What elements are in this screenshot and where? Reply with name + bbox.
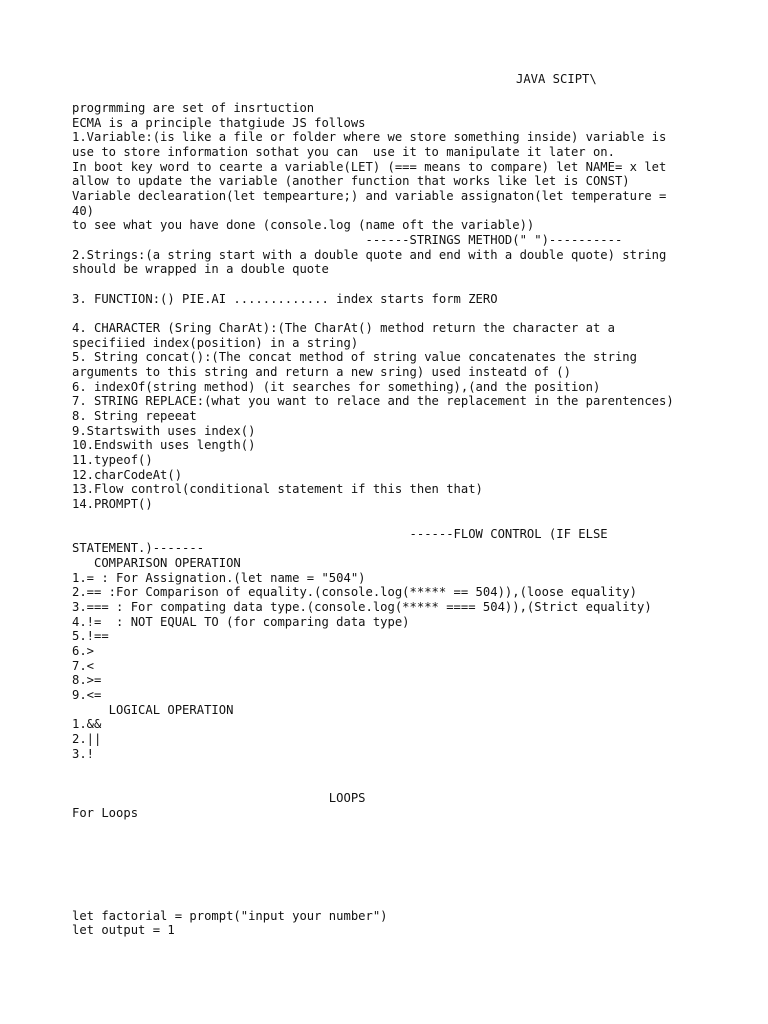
text-line: should be wrapped in a double quote	[72, 262, 329, 276]
text-line: 3.=== : For compating data type.(console.log(***** ==== 504)),(Strict equality)	[72, 600, 652, 614]
text-line: 1.= : For Assignation.(let name = "504")	[72, 571, 366, 585]
text-line: progrmming are set of insrtuction	[72, 101, 315, 115]
text-line: 2.Strings:(a string start with a double quote and end with a double quote) string	[72, 248, 667, 262]
text-line: 11.typeof()	[72, 453, 153, 467]
text-line: 1.Variable:(is like a file or folder where we store something inside) variable is	[72, 130, 667, 144]
text-line: arguments to this string and return a new sring) used insteatd of ()	[72, 365, 571, 379]
code-line: let output = 1	[72, 923, 175, 937]
text-line: Variable declearation(let tempearture;) and variable assignaton(let temperature =	[72, 189, 667, 203]
text-line: 7.<	[72, 659, 95, 673]
subheading-logical-operation: LOGICAL OPERATION	[72, 703, 234, 717]
section-heading-flow-control: ------FLOW CONTROL (IF ELSE	[72, 527, 608, 541]
text-line: specifiied index(position) in a string)	[72, 336, 359, 350]
text-line: 2.||	[72, 732, 102, 746]
text-line: allow to update the variable (another function that works like let is CONST)	[72, 174, 630, 188]
text-line: 2.== :For Comparison of equality.(console.log(***** == 504)),(loose equality)	[72, 585, 637, 599]
text-line: 8. String repeeat	[72, 409, 197, 423]
text-line: 14.PROMPT()	[72, 497, 153, 511]
text-line: 5. String concat():(The concat method of string value concatenates the string	[72, 350, 637, 364]
text-line: use to store information sothat you can use it to manipulate it later on.	[72, 145, 615, 159]
text-line: 9.Startswith uses index()	[72, 424, 256, 438]
text-line: ECMA is a principle thatgiude JS follows	[72, 116, 366, 130]
document-title: JAVA SCIPT\	[516, 72, 597, 86]
section-heading-strings: ------STRINGS METHOD(" ")----------	[72, 233, 623, 247]
text-line: 4. CHARACTER (Sring CharAt):(The CharAt() method return the character at a	[72, 321, 615, 335]
text-line: 4.!= : NOT EQUAL TO (for comparing data type)	[72, 615, 410, 629]
text-line: 6.>	[72, 644, 95, 658]
text-line: 40)	[72, 204, 95, 218]
text-line: For Loops	[72, 806, 139, 820]
text-line: 5.!==	[72, 629, 109, 643]
text-line: 1.&&	[72, 717, 102, 731]
text-line: 8.>=	[72, 673, 102, 687]
section-heading-loops: LOOPS	[72, 791, 366, 805]
text-line: 9.<=	[72, 688, 102, 702]
text-line: STATEMENT.)-------	[72, 541, 205, 555]
text-line: 13.Flow control(conditional statement if this then that)	[72, 482, 483, 496]
text-line: 3.!	[72, 747, 95, 761]
text-line: 10.Endswith uses length()	[72, 438, 256, 452]
text-line: 12.charCodeAt()	[72, 468, 183, 482]
text-line: 3. FUNCTION:() PIE.AI ............. index starts form ZERO	[72, 292, 498, 306]
code-line: let factorial = prompt("input your number")	[72, 909, 388, 923]
text-line: 7. STRING REPLACE:(what you want to relace and the replacement in the parentences)	[72, 394, 674, 408]
text-line: 6. indexOf(string method) (it searches for something),(and the position)	[72, 380, 601, 394]
text-line: In boot key word to cearte a variable(LET) (=== means to compare) let NAME= x let	[72, 160, 667, 174]
text-line: to see what you have done (console.log (name oft the variable))	[72, 218, 535, 232]
subheading-comparison-operation: COMPARISON OPERATION	[72, 556, 241, 570]
